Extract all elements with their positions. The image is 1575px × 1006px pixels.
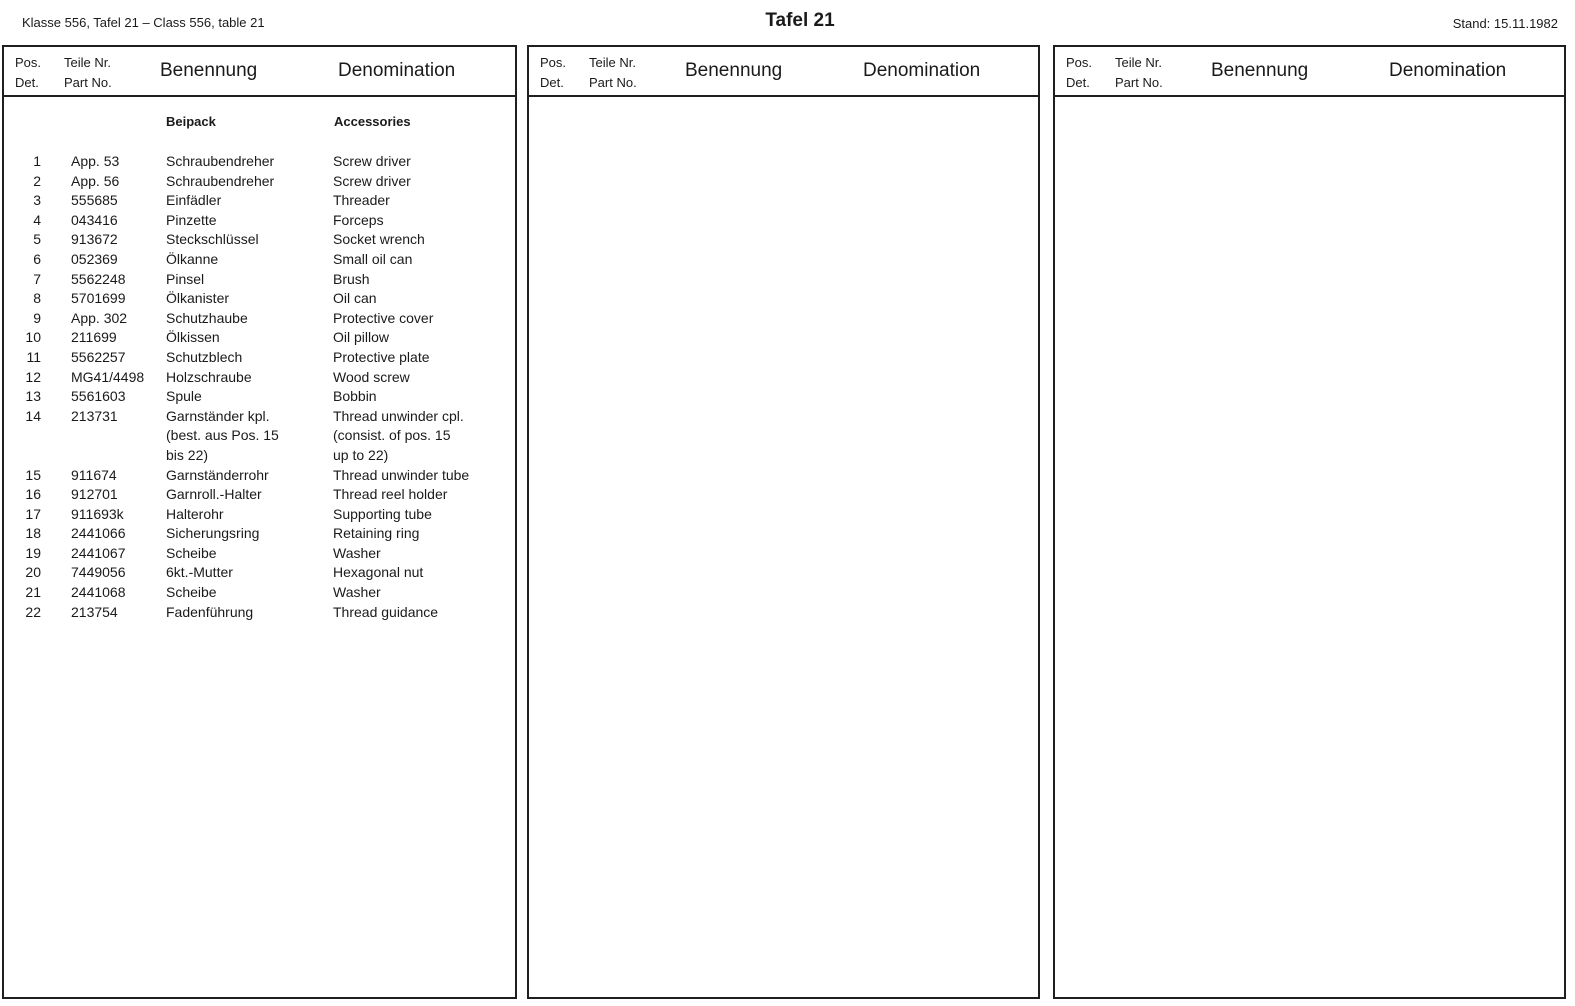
det-header-label: Det. [1066,75,1090,90]
pos-header-label: Pos. [540,55,567,70]
denomination-cell: Bobbin [333,388,377,405]
part-number-cell: 2441068 [71,584,126,601]
table-row [4,172,515,192]
table-row [4,505,515,525]
part-number-cell: 5561603 [71,388,126,405]
part-no-header [64,53,112,93]
teile-nr-header-label: Teile Nr. [64,55,111,70]
table-header [529,47,1038,97]
pos-det-header [540,53,566,93]
section-title-en: Accessories [334,114,411,129]
denomination-cell: Washer [333,544,381,561]
parts-table-panel-1 [2,45,517,999]
benennung-cell: Sicherungsring [166,525,260,542]
pos-cell: 21 [25,584,41,601]
pos-cell: 18 [25,525,41,542]
table-row [4,152,515,172]
part-number-cell: 043416 [71,211,118,228]
table-row [4,407,515,427]
part-number-cell: App. 53 [71,153,120,169]
benennung-cell: Einfädler [166,192,222,209]
part-number-cell: 5562248 [71,270,126,287]
denomination-cell: Small oil can [333,250,413,267]
part-number-cell: 911674 [71,466,117,483]
table-row [4,524,515,544]
benennung-header: Benennung [160,60,258,81]
benennung-cell: 6kt.-Mutter [166,564,233,581]
table-header [1055,47,1564,97]
pos-cell: 17 [25,505,41,522]
table-row [4,211,515,231]
pos-cell: 19 [25,544,41,561]
denomination-cell: Thread reel holder [333,486,448,503]
table-row [4,603,515,623]
pos-cell: 7 [33,270,41,287]
table-row [4,446,515,466]
table-header [4,47,515,97]
benennung-cell: Pinzette [166,211,217,228]
part-number-cell: 211699 [71,329,117,346]
benennung-cell: Schraubendreher [166,153,275,169]
denomination-cell: Hexagonal nut [333,564,424,581]
pos-cell: 11 [26,348,41,365]
denomination-cell: Oil pillow [333,329,390,346]
denomination-header: Denomination [863,60,981,81]
denomination-cell: Wood screw [333,368,410,385]
benennung-cell: Schutzhaube [166,309,248,326]
denomination-header: Denomination [1389,60,1507,81]
pos-cell: 8 [33,290,41,307]
table-row [4,387,515,407]
benennung-cell: Halterohr [166,505,224,522]
part-number-cell: MG41/4498 [71,368,145,385]
table-row [4,544,515,564]
benennung-cell: Ölkissen [166,329,220,346]
denomination-cell: Thread guidance [333,603,439,620]
part-number-cell: 213731 [71,407,118,424]
pos-cell: 4 [33,211,41,228]
benennung-header: Benennung [1211,60,1309,81]
denomination-cell: Thread unwinder tube [333,466,470,483]
denomination-cell: Protective cover [333,309,434,326]
part-number-cell: 2441066 [71,525,126,542]
parts-table-panel-2 [527,45,1040,999]
benennung-cell: Holzschraube [166,368,252,385]
pos-cell: 2 [33,172,41,189]
denomination-cell: up to 22) [333,446,389,463]
denomination-cell: Retaining ring [333,525,420,542]
denomination-cell: Screw driver [333,153,411,169]
benennung-cell: Steckschlüssel [166,231,259,248]
pos-cell: 12 [25,368,41,385]
benennung-cell: (best. aus Pos. 15 [166,427,279,444]
benennung-cell: Garnroll.-Halter [166,486,262,503]
part-number-cell: 913672 [71,231,118,248]
pos-header-label: Pos. [1066,55,1093,70]
benennung-cell: Spule [166,388,202,405]
part-no-header-label: Part No. [1115,75,1163,90]
table-row [4,289,515,309]
part-number-cell: 213754 [71,603,118,620]
part-number-cell: 912701 [71,486,118,503]
empty-table-body [529,97,1038,997]
part-number-cell: 052369 [71,250,118,267]
part-no-header [589,53,637,93]
benennung-cell: Scheibe [166,544,217,561]
pos-det-header [15,53,41,93]
table-row [4,328,515,348]
part-number-cell: 555685 [71,192,118,209]
table-row [4,230,515,250]
table-row [4,191,515,211]
pos-header-label: Pos. [15,55,42,70]
pos-cell: 6 [33,250,41,267]
benennung-cell: Scheibe [166,584,217,601]
empty-table-body [1055,97,1564,997]
part-number-cell: 5562257 [71,348,126,365]
denomination-cell: (consist. of pos. 15 [333,427,451,444]
pos-cell: 5 [33,231,41,248]
pos-cell: 9 [33,309,41,326]
table-row [4,270,515,290]
pos-cell: 10 [25,329,41,346]
table-row [4,583,515,603]
table-row [4,348,515,368]
pos-cell: 13 [25,388,41,405]
parts-table-panel-3 [1053,45,1566,999]
pos-cell: 1 [33,153,41,169]
benennung-cell: bis 22) [166,446,209,463]
denomination-cell: Brush [333,270,370,287]
benennung-header: Benennung [685,60,783,81]
page-title: Tafel 21 [765,10,835,31]
denomination-cell: Oil can [333,290,377,307]
denomination-cell: Socket wrench [333,231,425,248]
part-number-cell: 911693k [71,505,124,522]
table-row [4,563,515,583]
part-no-header [1115,53,1163,93]
table-row [4,250,515,270]
benennung-cell: Schutzblech [166,348,243,365]
table-row [4,368,515,388]
section-title-de: Beipack [166,114,216,129]
pos-cell: 22 [25,603,41,620]
pos-det-header [1066,53,1092,93]
part-number-cell: App. 302 [71,309,128,326]
teile-nr-header-label: Teile Nr. [1115,55,1162,70]
table-row [4,426,515,446]
pos-cell: 14 [25,407,41,424]
part-number-cell: 7449056 [71,564,126,581]
denomination-cell: Threader [333,192,390,209]
denomination-cell: Protective plate [333,348,430,365]
denomination-cell: Forceps [333,211,384,228]
pos-cell: 20 [25,564,41,581]
part-number-cell: 5701699 [71,290,126,307]
document-date: Stand: 15.11.1982 [1452,16,1558,31]
benennung-cell: Ölkanne [166,250,219,267]
denomination-header: Denomination [338,60,456,81]
pos-cell: 15 [25,466,41,483]
part-no-header-label: Part No. [589,75,637,90]
part-number-cell: 2441067 [71,544,126,561]
benennung-cell: Garnständer kpl. [166,407,270,424]
denomination-cell: Washer [333,584,381,601]
pos-cell: 3 [33,192,41,209]
table-row [4,309,515,329]
det-header-label: Det. [540,75,564,90]
document-class-label: Klasse 556, Tafel 21 – Class 556, table 21 [22,15,265,30]
denomination-cell: Screw driver [333,172,411,189]
benennung-cell: Ölkanister [166,290,230,307]
benennung-cell: Garnständerrohr [166,466,269,483]
table-row [4,466,515,486]
parts-list [4,152,515,622]
benennung-cell: Schraubendreher [166,172,275,189]
benennung-cell: Pinsel [166,270,205,287]
denomination-cell: Thread unwinder cpl. [333,407,464,424]
table-row [4,485,515,505]
part-no-header-label: Part No. [64,75,112,90]
benennung-cell: Fadenführung [166,603,254,620]
det-header-label: Det. [15,75,39,90]
part-number-cell: App. 56 [71,172,120,189]
pos-cell: 16 [25,486,41,503]
denomination-cell: Supporting tube [333,505,432,522]
teile-nr-header-label: Teile Nr. [589,55,636,70]
